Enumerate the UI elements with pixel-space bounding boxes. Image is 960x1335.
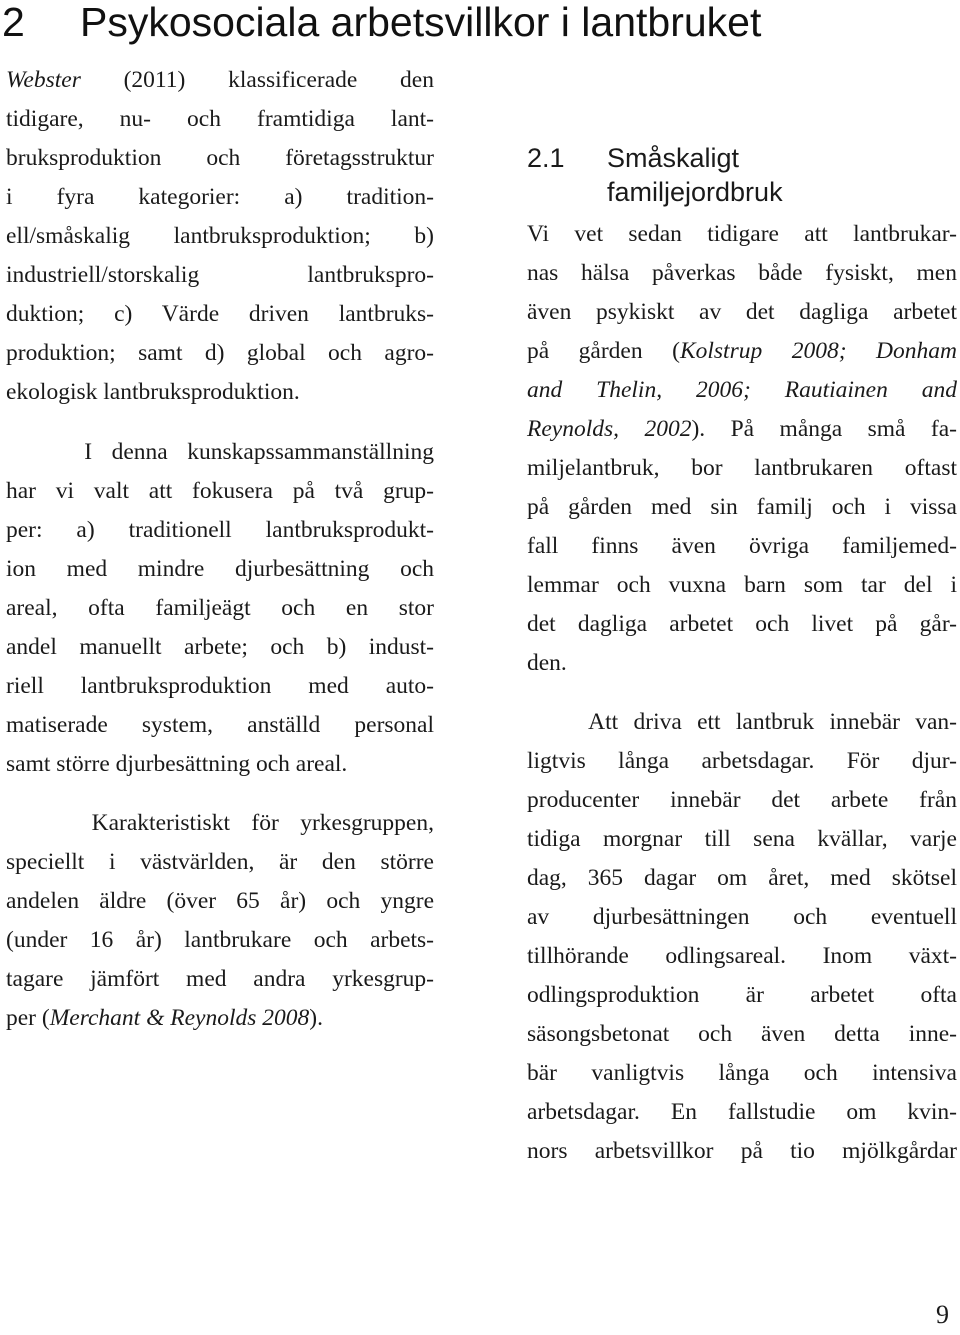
text-line: matiserade system, anställd personal [6,712,434,738]
text-line: Att driva ett lantbruk innebär van- [527,709,957,735]
text-line: Webster (2011) klassificerade den [6,67,434,93]
text-line: bruksproduktion och företagsstruktur [6,145,434,171]
text-line: nas hälsa påverkas både fysiskt, men [527,260,957,286]
text-line: ligtvis långa arbetsdagar. För djur- [527,748,957,774]
chapter-number: 2 [2,0,25,45]
text-line: duktion; c) Värde driven lantbruks- [6,301,434,327]
text-line: dag, 365 dagar om året, med skötsel [527,865,957,891]
text-line: produktion; samt d) global och agro- [6,340,434,366]
text-line: på gården (Kolstrup 2008; Donham [527,338,957,364]
text-line: har vi valt att fokusera på två grup- [6,478,434,504]
text-line: riell lantbruksproduktion med auto- [6,673,434,699]
text-line: speciellt i västvärlden, är den större [6,849,434,875]
text-line: Reynolds, 2002). På många små fa- [527,416,958,442]
text-line: tidigare, nu- och framtidiga lant- [6,106,434,132]
text-line: den. [527,650,567,676]
text-line: andelen äldre (över 65 år) och yngre [6,888,434,914]
text-line: tagare jämfört med andra yrkesgrup- [6,966,434,992]
text-line: ell/småskalig lantbruksproduktion; b) [6,223,434,249]
text-line: (under 16 år) lantbrukare och arbets- [6,927,434,953]
text-line: bär vanligtvis långa och intensiva [527,1060,957,1086]
text-line: industriell/storskalig lantbrukspro- [6,262,434,288]
text-line: det dagliga arbetet och livet på går- [527,611,957,637]
chapter-title: Psykosociala arbetsvillkor i lantbruket [80,0,762,45]
text-line: and Thelin, 2006; Rautiainen and [527,377,957,403]
text-line: miljelantbruk, bor lantbrukaren oftast [527,455,957,481]
section-number: 2.1 [527,143,565,173]
text-line: tillhörande odlingsareal. Inom växt- [527,943,957,969]
text-line: lemmar och vuxna barn som tar del i [527,572,957,598]
text-line: ekologisk lantbruksproduktion. [6,379,300,405]
text-line: I denna kunskapssammanställning [6,439,434,465]
section-title-line2: familjejordbruk [607,177,783,207]
text-line: Karakteristiskt för yrkesgruppen, [6,810,434,836]
text-line: även psykiskt av det dagliga arbetet [527,299,957,325]
text-line: fall finns även övriga familjemed- [527,533,957,559]
text-line: nors arbetsvillkor på tio mjölkgårdar [527,1138,957,1164]
text-line: andel manuellt arbete; och b) indust- [6,634,434,660]
section-title-line1: Småskaligt [607,143,740,173]
chapter-heading [2,0,958,44]
text-line: av djurbesättningen och eventuell [527,904,957,930]
text-line: tidiga morgnar till sena kvällar, varje [527,826,957,852]
text-line: odlingsproduktion är arbetet ofta [527,982,957,1008]
text-line: Vi vet sedan tidigare att lantbrukar- [527,221,957,247]
text-line: producenter innebär det arbete från [527,787,957,813]
text-line: arbetsdagar. En fallstudie om kvin- [527,1099,957,1125]
text-line: samt större djurbesättning och areal. [6,751,348,777]
page-number: 9 [936,1300,949,1329]
text-line: på gården med sin familj och i vissa [527,494,957,520]
text-line: i fyra kategorier: a) tradition- [6,184,434,210]
text-line: ion med mindre djurbesättning och [6,556,434,582]
text-line: säsongsbetonat och även detta inne- [527,1021,957,1047]
text-line: areal, ofta familjeägt och en stor [6,595,434,621]
text-line: per: a) traditionell lantbruksprodukt- [6,517,434,543]
text-line: per (Merchant & Reynolds 2008). [6,1005,323,1031]
